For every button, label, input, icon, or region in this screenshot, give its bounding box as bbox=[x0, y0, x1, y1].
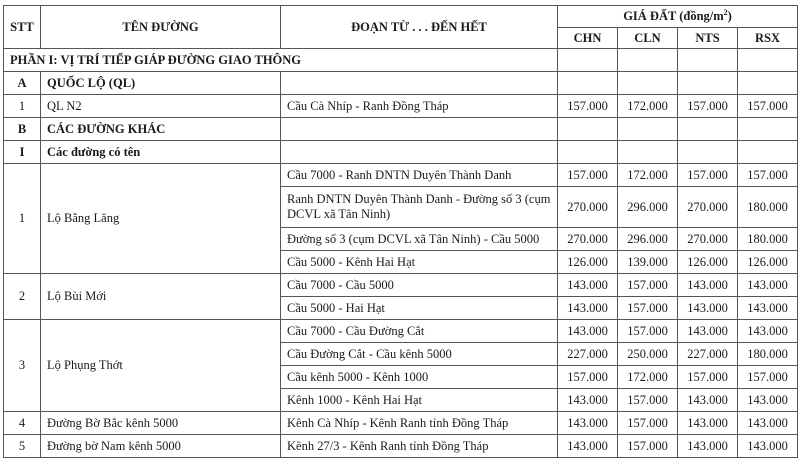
header-rsx: RSX bbox=[738, 28, 798, 49]
price-chn: 157.000 bbox=[558, 164, 618, 187]
price-rsx: 157.000 bbox=[738, 164, 798, 187]
empty-cell bbox=[558, 141, 618, 164]
price-cln: 250.000 bbox=[618, 343, 678, 366]
empty-cell bbox=[678, 141, 738, 164]
price-chn: 270.000 bbox=[558, 228, 618, 251]
row-stt: 1 bbox=[4, 164, 41, 274]
land-price-table bbox=[3, 5, 798, 458]
header-gia-dat-sup: 2 bbox=[723, 7, 728, 17]
empty-cell bbox=[281, 141, 558, 164]
price-chn: 157.000 bbox=[558, 366, 618, 389]
empty-cell bbox=[738, 118, 798, 141]
road-segment: Ranh DNTN Duyên Thành Danh - Đường số 3 (cụm DCVL xã Tân Ninh) bbox=[281, 187, 558, 228]
table-row bbox=[4, 320, 798, 343]
price-rsx: 180.000 bbox=[738, 343, 798, 366]
empty-cell bbox=[678, 72, 738, 95]
price-chn: 143.000 bbox=[558, 389, 618, 412]
price-cln: 157.000 bbox=[618, 389, 678, 412]
road-segment: Cầu 5000 - Kênh Hai Hạt bbox=[281, 251, 558, 274]
empty-cell bbox=[618, 141, 678, 164]
header-row-1 bbox=[4, 6, 798, 28]
subgroup-label: Các đường có tên bbox=[41, 141, 281, 164]
group-stt: A bbox=[4, 72, 41, 95]
road-name: QL N2 bbox=[41, 95, 281, 118]
price-nts: 157.000 bbox=[678, 366, 738, 389]
price-chn: 126.000 bbox=[558, 251, 618, 274]
empty-cell bbox=[618, 72, 678, 95]
price-nts: 143.000 bbox=[678, 274, 738, 297]
subgroup-row-i bbox=[4, 141, 798, 164]
row-stt: 5 bbox=[4, 435, 41, 458]
price-chn: 143.000 bbox=[558, 412, 618, 435]
price-chn: 227.000 bbox=[558, 343, 618, 366]
empty-cell bbox=[618, 118, 678, 141]
price-rsx: 143.000 bbox=[738, 274, 798, 297]
price-cln: 172.000 bbox=[618, 366, 678, 389]
group-row-b bbox=[4, 118, 798, 141]
header-doan-tu: ĐOẠN TỪ . . . ĐẾN HẾT bbox=[281, 6, 558, 49]
header-gia-dat-close: ) bbox=[727, 9, 732, 23]
price-rsx: 126.000 bbox=[738, 251, 798, 274]
price-cln: 172.000 bbox=[618, 95, 678, 118]
price-chn: 143.000 bbox=[558, 435, 618, 458]
part-row bbox=[4, 49, 798, 72]
price-rsx: 157.000 bbox=[738, 95, 798, 118]
empty-cell bbox=[281, 118, 558, 141]
table-row bbox=[4, 95, 798, 118]
price-cln: 157.000 bbox=[618, 320, 678, 343]
group-row-a bbox=[4, 72, 798, 95]
empty-cell bbox=[558, 72, 618, 95]
road-segment: Kênh Cà Nhíp - Kênh Ranh tỉnh Đồng Tháp bbox=[281, 412, 558, 435]
header-chn: CHN bbox=[558, 28, 618, 49]
road-segment: Cầu kênh 5000 - Kênh 1000 bbox=[281, 366, 558, 389]
price-cln: 296.000 bbox=[618, 228, 678, 251]
road-segment: Kênh 1000 - Kênh Hai Hạt bbox=[281, 389, 558, 412]
road-segment: Cầu 7000 - Cầu 5000 bbox=[281, 274, 558, 297]
empty-cell bbox=[738, 141, 798, 164]
empty-cell bbox=[558, 49, 618, 72]
header-cln: CLN bbox=[618, 28, 678, 49]
price-nts: 143.000 bbox=[678, 435, 738, 458]
group-label: CÁC ĐƯỜNG KHÁC bbox=[41, 118, 281, 141]
road-name: Đường Bờ Bắc kênh 5000 bbox=[41, 412, 281, 435]
price-nts: 270.000 bbox=[678, 187, 738, 228]
price-rsx: 143.000 bbox=[738, 297, 798, 320]
subgroup-stt: I bbox=[4, 141, 41, 164]
group-stt: B bbox=[4, 118, 41, 141]
table-row bbox=[4, 435, 798, 458]
empty-cell bbox=[678, 49, 738, 72]
empty-cell bbox=[558, 118, 618, 141]
price-cln: 157.000 bbox=[618, 274, 678, 297]
row-stt: 2 bbox=[4, 274, 41, 320]
road-segment: Cầu Đường Cắt - Cầu kênh 5000 bbox=[281, 343, 558, 366]
road-segment: Cầu 5000 - Hai Hạt bbox=[281, 297, 558, 320]
road-name: Lộ Phụng Thớt bbox=[41, 320, 281, 412]
empty-cell bbox=[281, 72, 558, 95]
row-stt: 3 bbox=[4, 320, 41, 412]
price-cln: 157.000 bbox=[618, 412, 678, 435]
road-segment: Cầu 7000 - Cầu Đường Cắt bbox=[281, 320, 558, 343]
header-gia-dat-label: GIÁ ĐẤT (đồng/m bbox=[623, 9, 724, 23]
part-title: PHẦN I: VỊ TRÍ TIẾP GIÁP ĐƯỜNG GIAO THÔNG bbox=[4, 49, 558, 72]
table-row bbox=[4, 164, 798, 187]
row-stt: 1 bbox=[4, 95, 41, 118]
price-rsx: 180.000 bbox=[738, 187, 798, 228]
price-cln: 157.000 bbox=[618, 297, 678, 320]
road-segment: Kênh 27/3 - Kênh Ranh tỉnh Đồng Tháp bbox=[281, 435, 558, 458]
price-nts: 143.000 bbox=[678, 412, 738, 435]
price-rsx: 143.000 bbox=[738, 435, 798, 458]
land-price-table-container bbox=[3, 5, 797, 458]
price-chn: 143.000 bbox=[558, 297, 618, 320]
price-rsx: 143.000 bbox=[738, 320, 798, 343]
price-nts: 157.000 bbox=[678, 95, 738, 118]
road-segment: Cầu 7000 - Ranh DNTN Duyên Thành Danh bbox=[281, 164, 558, 187]
price-nts: 227.000 bbox=[678, 343, 738, 366]
table-row bbox=[4, 412, 798, 435]
price-nts: 143.000 bbox=[678, 297, 738, 320]
price-nts: 157.000 bbox=[678, 164, 738, 187]
empty-cell bbox=[738, 49, 798, 72]
road-name: Lộ Bùi Mới bbox=[41, 274, 281, 320]
price-cln: 296.000 bbox=[618, 187, 678, 228]
price-cln: 157.000 bbox=[618, 435, 678, 458]
price-chn: 143.000 bbox=[558, 274, 618, 297]
header-nts: NTS bbox=[678, 28, 738, 49]
price-cln: 139.000 bbox=[618, 251, 678, 274]
price-rsx: 143.000 bbox=[738, 412, 798, 435]
price-cln: 172.000 bbox=[618, 164, 678, 187]
price-nts: 270.000 bbox=[678, 228, 738, 251]
price-nts: 143.000 bbox=[678, 389, 738, 412]
header-gia-dat bbox=[558, 6, 798, 28]
road-name: Đường bờ Nam kênh 5000 bbox=[41, 435, 281, 458]
price-nts: 143.000 bbox=[678, 320, 738, 343]
road-name: Lộ Bằng Lăng bbox=[41, 164, 281, 274]
header-ten-duong: TÊN ĐƯỜNG bbox=[41, 6, 281, 49]
price-rsx: 143.000 bbox=[738, 389, 798, 412]
group-label: QUỐC LỘ (QL) bbox=[41, 72, 281, 95]
price-nts: 126.000 bbox=[678, 251, 738, 274]
empty-cell bbox=[738, 72, 798, 95]
road-segment: Đường số 3 (cụm DCVL xã Tân Ninh) - Cầu 5000 bbox=[281, 228, 558, 251]
road-segment: Cầu Cà Nhíp - Ranh Đồng Tháp bbox=[281, 95, 558, 118]
price-rsx: 157.000 bbox=[738, 366, 798, 389]
row-stt: 4 bbox=[4, 412, 41, 435]
price-chn: 143.000 bbox=[558, 320, 618, 343]
empty-cell bbox=[618, 49, 678, 72]
price-chn: 157.000 bbox=[558, 95, 618, 118]
empty-cell bbox=[678, 118, 738, 141]
table-row bbox=[4, 274, 798, 297]
header-stt: STT bbox=[4, 6, 41, 49]
price-rsx: 180.000 bbox=[738, 228, 798, 251]
price-chn: 270.000 bbox=[558, 187, 618, 228]
